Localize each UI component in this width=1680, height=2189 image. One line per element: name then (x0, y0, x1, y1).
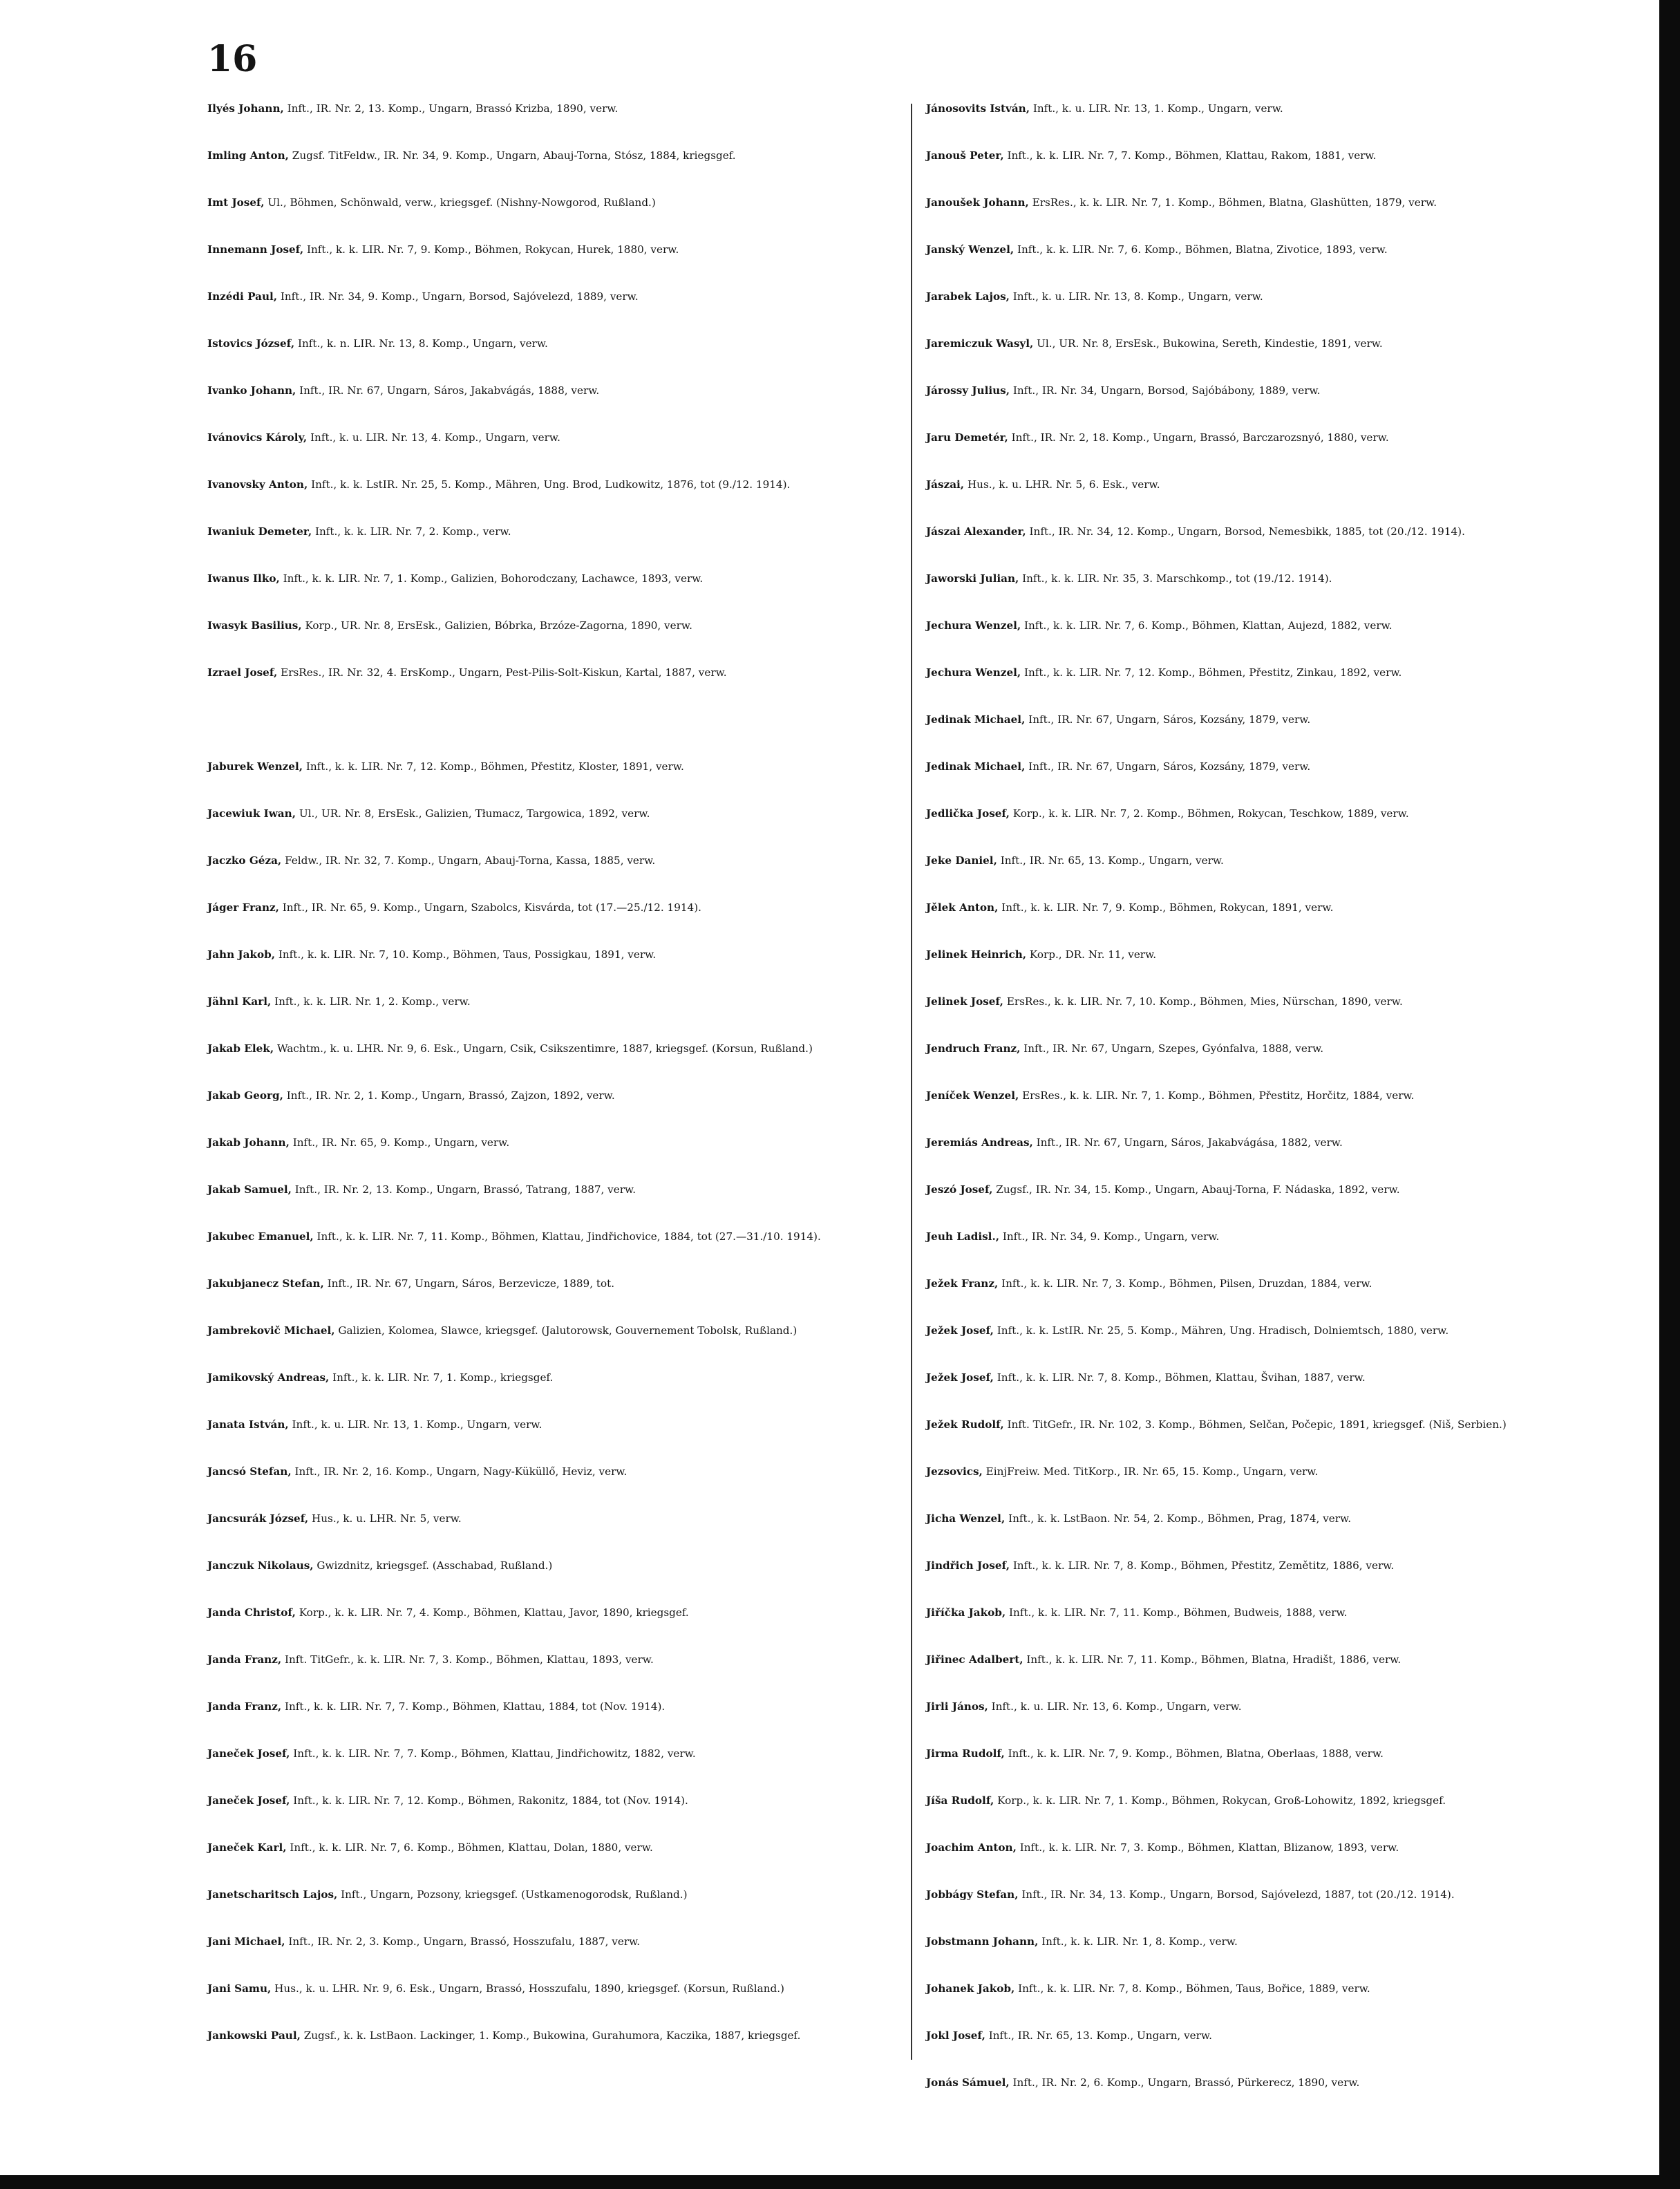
entry-name: Izrael Josef, (207, 666, 278, 679)
list-entry (207, 379, 902, 426)
entry-name: Janetscharitsch Lajos, (207, 1888, 338, 1901)
list-entry (207, 2024, 902, 2071)
entry-name: Jamikovský Andreas, (207, 1371, 330, 1384)
entry-name: Ježek Josef, (926, 1324, 994, 1337)
entry-details: Inft., IR. Nr. 67, Ungarn, Sáros, Jakabvágása, 1882, verw. (1036, 1136, 1343, 1149)
list-entry (926, 1037, 1621, 1084)
list-entry (926, 426, 1621, 473)
entry-details: Inft., IR. Nr. 34, Ungarn, Borsod, Sajóbábony, 1889, verw. (1012, 384, 1321, 397)
entry-name: Jeremiás Andreas, (926, 1136, 1033, 1149)
entry-name: Janouš Peter, (926, 149, 1004, 162)
list-entry (207, 1742, 902, 1789)
entry-name: Jakubjanecz Stefan, (207, 1277, 324, 1290)
entry-details: Korp., k. k. LIR. Nr. 7, 2. Komp., Böhmen, Rokycan, Teschkow, 1889, verw. (1012, 807, 1409, 820)
entry-name: Janata István, (207, 1418, 289, 1431)
entry-name: Jedinak Michael, (926, 713, 1026, 726)
entry-details: Inft., k. k. LIR. Nr. 7, 10. Komp., Böhmen, Taus, Possigkau, 1891, verw. (278, 948, 657, 961)
entry-details: Feldw., IR. Nr. 32, 7. Komp., Ungarn, Abauj-Torna, Kassa, 1885, verw. (285, 854, 656, 867)
entry-name: Jakab Elek, (207, 1042, 274, 1055)
entry-details: Inft., IR. Nr. 2, 3. Komp., Ungarn, Brassó, Hosszufalu, 1887, verw. (288, 1935, 641, 1948)
entry-name: Jarabek Lajos, (926, 290, 1010, 303)
list-entry (207, 426, 902, 473)
entry-details: EinjFreiw. Med. TitKorp., IR. Nr. 65, 15. Komp., Ungarn, verw. (985, 1465, 1319, 1478)
entry-details: Inft., k. k. LIR. Nr. 7, 7. Komp., Böhmen, Klattau, Rakom, 1881, verw. (1007, 149, 1377, 162)
list-entry (926, 708, 1621, 755)
entry-details: Inft., IR. Nr. 2, 16. Komp., Ungarn, Nagy-Küküllő, Heviz, verw. (294, 1465, 627, 1478)
list-entry (926, 1648, 1621, 1695)
entry-details: Korp., UR. Nr. 8, ErsEsk., Galizien, Bóbrka, Brzóze-Zagorna, 1890, verw. (305, 619, 692, 632)
entry-details: Inft., k. u. LIR. Nr. 13, 8. Komp., Ungarn, verw. (1012, 290, 1263, 303)
entry-details: Inft., k. k. LIR. Nr. 7, 6. Komp., Böhmen, Klattau, Dolan, 1880, verw. (290, 1841, 653, 1854)
entry-details: Wachtm., k. u. LHR. Nr. 9, 6. Esk., Ungarn, Csik, Csikszentimre, 1887, kriegsgef. (Korsun, Rußland.) (276, 1042, 813, 1055)
entry-name: Johanek Jakob, (926, 1982, 1015, 1995)
list-entry (926, 285, 1621, 332)
entry-details: Inft., IR. Nr. 34, 9. Komp., Ungarn, Borsod, Sajóvelezd, 1889, verw. (280, 290, 639, 303)
list-entry (926, 1930, 1621, 1977)
entry-name: Jobbágy Stefan, (926, 1888, 1019, 1901)
list-entry (926, 2024, 1621, 2071)
entry-details: Inft., IR. Nr. 2, 18. Komp., Ungarn, Brassó, Barczarozsnyó, 1880, verw. (1011, 431, 1389, 444)
entry-details: Inft., k. k. LIR. Nr. 7, 7. Komp., Böhmen, Klattau, Jindřichowitz, 1882, verw. (293, 1747, 696, 1760)
list-entry (207, 1554, 902, 1601)
scan-border-bottom (0, 2175, 1680, 2189)
entry-name: Imt Josef, (207, 196, 265, 209)
list-entry (207, 567, 902, 614)
entry-details: Inft., IR. Nr. 34, 12. Komp., Ungarn, Borsod, Nemesbikk, 1885, tot (20./12. 1914). (1029, 525, 1465, 538)
entry-name: Jakab Samuel, (207, 1183, 292, 1196)
list-entry (926, 1601, 1621, 1648)
list-entry (207, 97, 902, 144)
list-entry (926, 1507, 1621, 1554)
list-entry (207, 1084, 902, 1131)
list-entry (207, 990, 902, 1037)
entry-details: Inft., IR. Nr. 2, 1. Komp., Ungarn, Brassó, Zajzon, 1892, verw. (286, 1089, 615, 1102)
entry-details: Inft. TitGefr., IR. Nr. 102, 3. Komp., Böhmen, Selčan, Počepic, 1891, kriegsgef. (Niš, Serbien.) (1007, 1418, 1507, 1431)
list-entry (926, 1413, 1621, 1460)
list-entry (926, 473, 1621, 520)
entry-name: Jacewiuk Iwan, (207, 807, 296, 820)
entry-details: Inft., k. k. LIR. Nr. 7, 11. Komp., Böhmen, Budweis, 1888, verw. (1009, 1606, 1348, 1619)
entry-name: Jelinek Heinrich, (926, 948, 1027, 961)
entry-name: Janoušek Johann, (926, 196, 1029, 209)
entry-details: Inft., IR. Nr. 67, Ungarn, Sáros, Kozsány, 1879, verw. (1028, 760, 1311, 773)
entry-details: Inft., k. k. LIR. Nr. 7, 9. Komp., Böhmen, Rokycan, 1891, verw. (1001, 901, 1334, 914)
list-entry (207, 1836, 902, 1883)
entry-name: Ilyés Johann, (207, 102, 284, 115)
entry-name: Jicha Wenzel, (926, 1512, 1006, 1525)
entry-details: Zugsf., k. k. LstBaon. Lackinger, 1. Komp., Bukowina, Gurahumora, Kaczika, 1887, kriegsgef. (303, 2029, 801, 2042)
list-entry (207, 332, 902, 379)
entry-details: Inft., k. u. LIR. Nr. 13, 1. Komp., Ungarn, verw. (1032, 102, 1283, 115)
entry-name: Jendruch Franz, (926, 1042, 1021, 1055)
entry-name: Jeuh Ladisl., (926, 1230, 1000, 1243)
list-entry (926, 990, 1621, 1037)
list-entry (926, 1554, 1621, 1601)
entry-name: Inzédi Paul, (207, 290, 278, 303)
entry-details: Hus., k. u. LHR. Nr. 9, 6. Esk., Ungarn, Brassó, Hosszufalu, 1890, kriegsgef. (Korsun, Rußland.) (274, 1982, 784, 1995)
entry-name: Ivanko Johann, (207, 384, 296, 397)
list-entry (207, 896, 902, 943)
entry-details: Inft., k. u. LIR. Nr. 13, 4. Komp., Ungarn, verw. (310, 431, 560, 444)
list-entry (207, 1272, 902, 1319)
entry-name: Jáger Franz, (207, 901, 279, 914)
list-entry (926, 614, 1621, 661)
entry-details: Inft., k. k. LIR. Nr. 7, 12. Komp., Böhmen, Přestitz, Kloster, 1891, verw. (305, 760, 684, 773)
entry-name: Janda Franz, (207, 1700, 282, 1713)
list-entry (926, 1460, 1621, 1507)
list-entry (926, 1178, 1621, 1225)
entry-details: Korp., k. k. LIR. Nr. 7, 4. Komp., Böhmen, Klattau, Javor, 1890, kriegsgef. (299, 1606, 689, 1619)
list-entry (207, 802, 902, 849)
list-entry (926, 1225, 1621, 1272)
entry-name: Jedlička Josef, (926, 807, 1010, 820)
entry-name: Jaczko Géza, (207, 854, 282, 867)
entry-name: Jakubec Emanuel, (207, 1230, 314, 1243)
entry-details: Hus., k. u. LHR. Nr. 5, verw. (312, 1512, 462, 1525)
entry-details: Inft., k. k. LIR. Nr. 7, 1. Komp., Galizien, Bohorodczany, Lachawce, 1893, verw. (283, 572, 704, 585)
entry-details: Hus., k. u. LHR. Nr. 5, 6. Esk., verw. (967, 478, 1160, 491)
entry-details: Inft., k. u. LIR. Nr. 13, 1. Komp., Ungarn, verw. (292, 1418, 542, 1431)
list-entry (926, 144, 1621, 191)
list-entry (207, 1131, 902, 1178)
entry-details: Inft., Ungarn, Pozsony, kriegsgef. (Ustkamenogorodsk, Rußland.) (341, 1888, 688, 1901)
entry-details: Ul., UR. Nr. 8, ErsEsk., Galizien, Tłumacz, Targowica, 1892, verw. (299, 807, 650, 820)
list-entry (207, 1037, 902, 1084)
entry-name: Jedinak Michael, (926, 760, 1026, 773)
list-entry (207, 1695, 902, 1742)
entry-name: Jezsovics, (926, 1465, 983, 1478)
entry-name: Jancsó Stefan, (207, 1465, 292, 1478)
entry-details: Inft., k. k. LIR. Nr. 7, 1. Komp., kriegsgef. (332, 1371, 554, 1384)
entry-details: Korp., k. k. LIR. Nr. 7, 1. Komp., Böhmen, Rokycan, Groß-Lohowitz, 1892, kriegsgef. (997, 1794, 1446, 1807)
entry-name: Ivanovsky Anton, (207, 478, 308, 491)
entry-details: Inft., IR. Nr. 65, 9. Komp., Ungarn, verw. (292, 1136, 510, 1149)
entry-details: Ul., Böhmen, Schönwald, verw., kriegsgef. (Nishny-Nowgorod, Rußland.) (267, 196, 656, 209)
entry-name: Ivánovics Károly, (207, 431, 308, 444)
entry-name: Iwanus Ilko, (207, 572, 280, 585)
entry-details: Inft., k. k. LIR. Nr. 7, 2. Komp., verw. (314, 525, 511, 538)
entry-details: Inft., k. k. LIR. Nr. 7, 8. Komp., Böhmen, Taus, Bořice, 1889, verw. (1018, 1982, 1370, 1995)
entry-details: Inft., k. k. LIR. Nr. 7, 3. Komp., Böhmen, Klattan, Blizanow, 1893, verw. (1019, 1841, 1399, 1854)
entry-name: Jani Michael, (207, 1935, 285, 1948)
entry-name: Jokl Josef, (926, 2029, 985, 2042)
list-entry (207, 1883, 902, 1930)
section-gap (207, 708, 902, 755)
entry-details: Gwizdnitz, kriegsgef. (Asschabad, Rußland.) (317, 1559, 553, 1572)
entry-name: Jirma Rudolf, (926, 1747, 1005, 1760)
entry-details: Inft., k. k. LIR. Nr. 7, 7. Komp., Böhmen, Klattau, 1884, tot (Nov. 1914). (284, 1700, 666, 1713)
entry-name: Jaworski Julian, (926, 572, 1019, 585)
list-entry (926, 1883, 1621, 1930)
list-entry (926, 943, 1621, 990)
list-entry (207, 1366, 902, 1413)
entry-name: Jindřich Josef, (926, 1559, 1010, 1572)
list-entry (926, 1789, 1621, 1836)
entry-details: ErsRes., IR. Nr. 32, 4. ErsKomp., Ungarn, Pest-Pilis-Solt-Kiskun, Kartal, 1887, verw. (281, 666, 727, 679)
list-entry (926, 1695, 1621, 1742)
list-entry (926, 1319, 1621, 1366)
list-entry (926, 849, 1621, 896)
entry-name: Jakab Georg, (207, 1089, 283, 1102)
entry-details: Inft., k. k. LIR. Nr. 7, 8. Komp., Böhmen, Přestitz, Zemětitz, 1886, verw. (1012, 1559, 1395, 1572)
entry-details: Zugsf., IR. Nr. 34, 15. Komp., Ungarn, Abauj-Torna, F. Nádaska, 1892, verw. (996, 1183, 1400, 1196)
list-entry (207, 238, 902, 285)
entry-details: Inft., IR. Nr. 67, Ungarn, Sáros, Berzevicze, 1889, tot. (327, 1277, 615, 1290)
entry-name: Janský Wenzel, (926, 243, 1014, 256)
entry-details: Inft., k. k. LIR. Nr. 7, 11. Komp., Böhmen, Blatna, Hradišt, 1886, verw. (1026, 1653, 1401, 1666)
list-entry (926, 1742, 1621, 1789)
entry-details: ErsRes., k. k. LIR. Nr. 7, 10. Komp., Böhmen, Mies, Nürschan, 1890, verw. (1006, 995, 1403, 1008)
entry-details: Ul., UR. Nr. 8, ErsEsk., Bukowina, Sereth, Kindestie, 1891, verw. (1037, 337, 1383, 350)
entry-details: Inft., IR. Nr. 34, 9. Komp., Ungarn, verw. (1002, 1230, 1220, 1243)
list-entry (207, 1225, 902, 1272)
list-entry (207, 661, 902, 708)
entry-name: Janeček Karl, (207, 1841, 287, 1854)
entry-details: Inft., k. k. LIR. Nr. 7, 8. Komp., Böhmen, Klattau, Švihan, 1887, verw. (997, 1371, 1366, 1384)
list-entry (207, 285, 902, 332)
entry-details: Inft., k. k. LIR. Nr. 1, 2. Komp., verw. (274, 995, 471, 1008)
entry-details: ErsRes., k. k. LIR. Nr. 7, 1. Komp., Böhmen, Blatna, Glashütten, 1879, verw. (1032, 196, 1437, 209)
entry-name: Jíša Rudolf, (926, 1794, 994, 1807)
entry-details: Inft., k. k. LstIR. Nr. 25, 5. Komp., Mähren, Ung. Hradisch, Dolniemtsch, 1880, verw. (997, 1324, 1449, 1337)
entry-name: Jani Samu, (207, 1982, 272, 1995)
entry-name: Ježek Josef, (926, 1371, 994, 1384)
entry-name: Jankowski Paul, (207, 2029, 301, 2042)
entry-name: Jánosovits István, (926, 102, 1030, 115)
entry-name: Jechura Wenzel, (926, 666, 1021, 679)
entry-name: Jirli János, (926, 1700, 988, 1713)
list-entry (926, 191, 1621, 238)
entry-name: Jászai Alexander, (926, 525, 1026, 538)
entry-name: Jělek Anton, (926, 901, 999, 914)
entry-name: Imling Anton, (207, 149, 289, 162)
list-entry (207, 1648, 902, 1695)
entry-details: Inft., IR. Nr. 65, 9. Komp., Ungarn, Szabolcs, Kisvárda, tot (17.—25./12. 1914). (282, 901, 701, 914)
list-entry (926, 1272, 1621, 1319)
list-entry (926, 802, 1621, 849)
entry-name: Ježek Franz, (926, 1277, 999, 1290)
entry-details: Inft., IR. Nr. 65, 13. Komp., Ungarn, verw. (1000, 854, 1224, 867)
entry-details: Inft., k. k. LIR. Nr. 1, 8. Komp., verw. (1041, 1935, 1238, 1948)
entry-name: Jaburek Wenzel, (207, 760, 303, 773)
entry-name: Jászai, (926, 478, 965, 491)
list-entry (207, 1178, 902, 1225)
entry-details: Inft., k. k. LIR. Nr. 7, 12. Komp., Böhmen, Přestitz, Zinkau, 1892, verw. (1024, 666, 1402, 679)
list-entry (207, 755, 902, 802)
list-entry (926, 661, 1621, 708)
left-column (207, 97, 902, 2071)
entry-details: Inft., k. k. LIR. Nr. 35, 3. Marschkomp., tot (19./12. 1914). (1022, 572, 1332, 585)
list-entry (207, 1460, 902, 1507)
list-entry (926, 1366, 1621, 1413)
entry-name: Jaru Demetér, (926, 431, 1008, 444)
entry-details: Inft., k. k. LIR. Nr. 7, 9. Komp., Böhmen, Rokycan, Hurek, 1880, verw. (306, 243, 679, 256)
list-entry (207, 1601, 902, 1648)
entry-name: Janeček Josef, (207, 1794, 290, 1807)
list-entry (207, 191, 902, 238)
entry-name: Ježek Rudolf, (926, 1418, 1004, 1431)
list-entry (207, 614, 902, 661)
entry-name: Jancsurák József, (207, 1512, 309, 1525)
column-divider (911, 104, 912, 2060)
scan-border-right (1659, 0, 1680, 2189)
entry-name: Jahn Jakob, (207, 948, 275, 961)
entry-details: Inft., IR. Nr. 2, 13. Komp., Ungarn, Brassó, Tatrang, 1887, verw. (294, 1183, 636, 1196)
entry-name: Jechura Wenzel, (926, 619, 1021, 632)
entry-details: Inft., IR. Nr. 2, 13. Komp., Ungarn, Brassó Krizba, 1890, verw. (287, 102, 619, 115)
list-entry (926, 2071, 1621, 2118)
entry-details: Inft., IR. Nr. 2, 6. Komp., Ungarn, Brassó, Pürkerecz, 1890, verw. (1012, 2076, 1360, 2089)
entry-details: ErsRes., k. k. LIR. Nr. 7, 1. Komp., Böhmen, Přestitz, Horčitz, 1884, verw. (1022, 1089, 1415, 1102)
page-number: 16 (207, 38, 258, 80)
list-entry (926, 238, 1621, 285)
entry-details: Inft., k. k. LIR. Nr. 7, 9. Komp., Böhmen, Blatna, Oberlaas, 1888, verw. (1008, 1747, 1384, 1760)
list-entry (207, 1413, 902, 1460)
entry-name: Jelinek Josef, (926, 995, 1003, 1008)
entry-details: Inft., k. k. LstBaon. Nr. 54, 2. Komp., Böhmen, Prag, 1874, verw. (1008, 1512, 1352, 1525)
entry-name: Járossy Julius, (926, 384, 1010, 397)
entry-name: Innemann Josef, (207, 243, 304, 256)
entry-name: Jakab Johann, (207, 1136, 290, 1149)
list-entry (926, 1084, 1621, 1131)
entry-name: Jaremiczuk Wasyl, (926, 337, 1034, 350)
entry-details: Inft., IR. Nr. 34, 13. Komp., Ungarn, Borsod, Sajóvelezd, 1887, tot (20./12. 1914). (1021, 1888, 1455, 1901)
entry-details: Inft., k. k. LstIR. Nr. 25, 5. Komp., Mähren, Ung. Brod, Ludkowitz, 1876, tot (9./12. 1914). (311, 478, 791, 491)
list-entry (926, 97, 1621, 144)
entry-name: Jeníček Wenzel, (926, 1089, 1019, 1102)
entry-name: Jeke Daniel, (926, 854, 997, 867)
list-entry (207, 144, 902, 191)
entry-name: Janda Franz, (207, 1653, 282, 1666)
entry-name: Jiřinec Adalbert, (926, 1653, 1023, 1666)
entry-details: Inft., k. k. LIR. Nr. 7, 3. Komp., Böhmen, Pilsen, Druzdan, 1884, verw. (1001, 1277, 1372, 1290)
entry-name: Jeszó Josef, (926, 1183, 993, 1196)
entry-name: Iwasyk Basilius, (207, 619, 302, 632)
entry-details: Korp., DR. Nr. 11, verw. (1029, 948, 1157, 961)
list-entry (207, 1930, 902, 1977)
entry-name: Iwaniuk Demeter, (207, 525, 312, 538)
list-entry (926, 379, 1621, 426)
list-entry (207, 1507, 902, 1554)
entry-details: Galizien, Kolomea, Slawce, kriegsgef. (Jalutorowsk, Gouvernement Tobolsk, Rußland.) (338, 1324, 797, 1337)
list-entry (207, 520, 902, 567)
entry-name: Jonás Sámuel, (926, 2076, 1010, 2089)
entry-name: Jiříčka Jakob, (926, 1606, 1006, 1619)
entry-name: Janda Christof, (207, 1606, 296, 1619)
entry-name: Jobstmann Johann, (926, 1935, 1039, 1948)
list-entry (926, 332, 1621, 379)
list-entry (926, 1977, 1621, 2024)
entry-name: Joachim Anton, (926, 1841, 1017, 1854)
entry-details: Inft., k. n. LIR. Nr. 13, 8. Komp., Ungarn, verw. (297, 337, 548, 350)
entry-name: Jambrekovič Michael, (207, 1324, 335, 1337)
entry-details: Inft., IR. Nr. 67, Ungarn, Sáros, Kozsány, 1879, verw. (1028, 713, 1311, 726)
list-entry (207, 849, 902, 896)
list-entry (926, 567, 1621, 614)
entry-name: Jähnl Karl, (207, 995, 272, 1008)
entry-details: Inft., IR. Nr. 67, Ungarn, Sáros, Jakabvágás, 1888, verw. (299, 384, 600, 397)
entry-details: Inft., k. u. LIR. Nr. 13, 6. Komp., Ungarn, verw. (991, 1700, 1242, 1713)
entry-details: Inft., k. k. LIR. Nr. 7, 12. Komp., Böhmen, Rakonitz, 1884, tot (Nov. 1914). (293, 1794, 688, 1807)
entry-details: Inft. TitGefr., k. k. LIR. Nr. 7, 3. Komp., Böhmen, Klattau, 1893, verw. (284, 1653, 654, 1666)
list-entry (207, 473, 902, 520)
entry-name: Janczuk Nikolaus, (207, 1559, 314, 1572)
list-entry (926, 520, 1621, 567)
entry-details: Inft., IR. Nr. 65, 13. Komp., Ungarn, verw. (988, 2029, 1212, 2042)
list-entry (926, 896, 1621, 943)
entry-details: Inft., k. k. LIR. Nr. 7, 6. Komp., Böhmen, Klattan, Aujezd, 1882, verw. (1024, 619, 1393, 632)
entry-name: Istovics József, (207, 337, 295, 350)
list-entry (926, 755, 1621, 802)
entry-details: Inft., IR. Nr. 67, Ungarn, Szepes, Gyónfalva, 1888, verw. (1023, 1042, 1324, 1055)
list-entry (926, 1836, 1621, 1883)
list-entry (207, 943, 902, 990)
right-column (926, 97, 1621, 2118)
list-entry (926, 1131, 1621, 1178)
entry-details: Zugsf. TitFeldw., IR. Nr. 34, 9. Komp., Ungarn, Abauj-Torna, Stósz, 1884, kriegsgef. (292, 149, 736, 162)
list-entry (207, 1319, 902, 1366)
list-entry (207, 1977, 902, 2024)
entry-details: Inft., k. k. LIR. Nr. 7, 11. Komp., Böhmen, Klattau, Jindřichovice, 1884, tot (27.—31./10. 1914). (317, 1230, 821, 1243)
entry-details: Inft., k. k. LIR. Nr. 7, 6. Komp., Böhmen, Blatna, Zivotice, 1893, verw. (1017, 243, 1388, 256)
entry-name: Janeček Josef, (207, 1747, 290, 1760)
list-entry (207, 1789, 902, 1836)
